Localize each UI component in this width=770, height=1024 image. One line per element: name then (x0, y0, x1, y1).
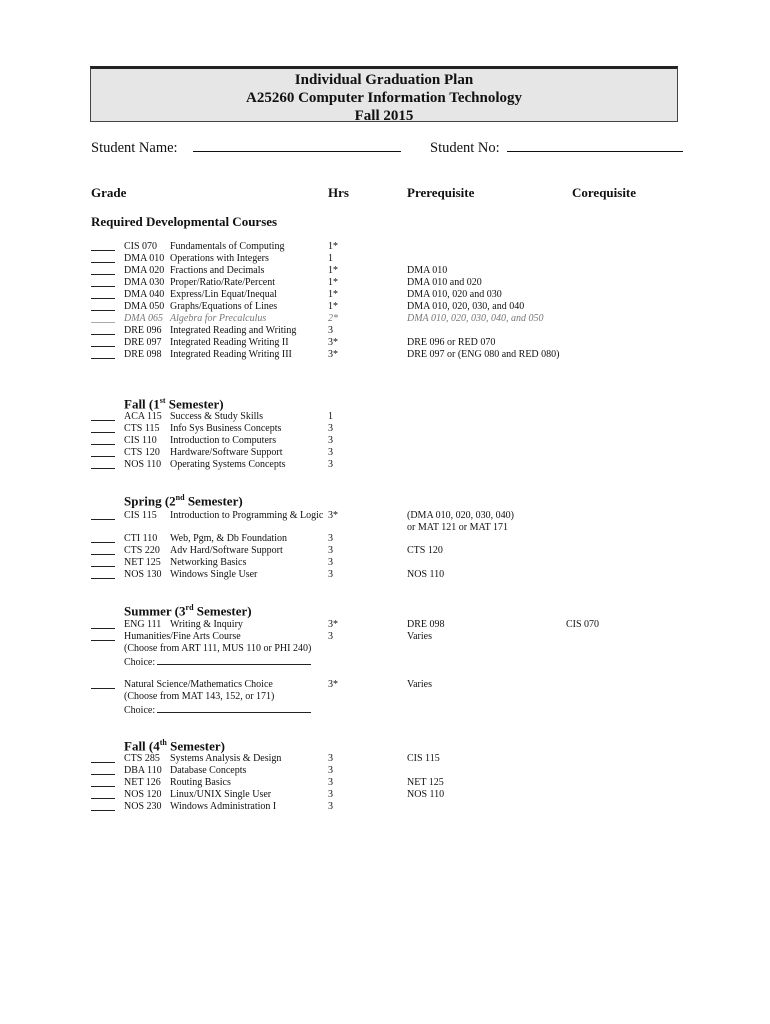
course-code: DMA 040 (124, 289, 165, 300)
course-hours: 1* (328, 241, 338, 252)
term-title: Fall 2015 (354, 108, 414, 124)
grade-column-header: Grade (91, 185, 127, 200)
student-number-field[interactable] (507, 139, 683, 152)
course-title: Integrated Reading Writing II (170, 337, 289, 348)
grade-blank[interactable] (91, 774, 115, 775)
student-name-row (91, 139, 401, 157)
course-row (0, 337, 770, 349)
course-title: Integrated Reading Writing III (170, 349, 292, 360)
course-row (0, 557, 770, 569)
course-row (0, 313, 770, 325)
course-hours: 3* (328, 510, 338, 521)
course-row (0, 423, 770, 435)
grade-blank[interactable] (91, 640, 115, 641)
course-code: CTS 115 (124, 423, 160, 434)
course-hours: 3 (328, 801, 333, 812)
course-row (0, 801, 770, 813)
course-prerequisite: DMA 010, 020, 030, 040, and 050 (407, 313, 544, 324)
grade-blank[interactable] (91, 688, 115, 689)
course-hours: 3* (328, 337, 338, 348)
course-code: ENG 111 (124, 619, 162, 630)
course-title: Web, Pgm, & Db Foundation (170, 533, 287, 544)
course-code: CTS 285 (124, 753, 160, 764)
grade-blank[interactable] (91, 519, 115, 520)
grade-blank[interactable] (91, 444, 115, 445)
course-hours: 3 (328, 423, 333, 434)
course-hours: 3 (328, 753, 333, 764)
course-row (0, 753, 770, 765)
course-title: Proper/Ratio/Rate/Percent (170, 277, 275, 288)
course-title: Linux/UNIX Single User (170, 789, 272, 800)
grade-blank[interactable] (91, 298, 115, 299)
course-note: (Choose from ART 111, MUS 110 or PHI 240) (124, 643, 312, 654)
course-title: Express/Lin Equat/Inequal (170, 289, 277, 300)
course-prerequisite: DMA 010 and 020 (407, 277, 482, 288)
grade-blank[interactable] (91, 786, 115, 787)
program-title: A25260 Computer Information Technology (246, 90, 522, 106)
course-hours: 1* (328, 289, 338, 300)
course-title: Info Sys Business Concepts (170, 423, 282, 434)
course-hours: 1* (328, 265, 338, 276)
grade-blank[interactable] (91, 286, 115, 287)
course-title: Humanities/Fine Arts Course (124, 631, 241, 642)
course-hours: 1* (328, 277, 338, 288)
course-hours: 3 (328, 325, 333, 336)
course-prerequisite: DRE 098 (407, 619, 445, 630)
course-row (0, 777, 770, 789)
course-prerequisite: CIS 115 (407, 753, 440, 764)
student-name-field[interactable] (193, 139, 401, 152)
section-summer-3: Summer (3rd Semester) (124, 603, 252, 619)
course-prerequisite: or MAT 121 or MAT 171 (407, 522, 509, 533)
course-prerequisite: (DMA 010, 020, 030, 040) (407, 510, 514, 521)
course-title: Windows Administration I (170, 801, 277, 812)
course-code: DMA 010 (124, 253, 165, 264)
course-row (0, 435, 770, 447)
course-hours: 3 (328, 533, 333, 544)
course-code: CIS 115 (124, 510, 157, 521)
course-row (0, 459, 770, 471)
course-prerequisite: DMA 010, 020 and 030 (407, 289, 502, 300)
course-title: Systems Analysis & Design (170, 753, 282, 764)
course-code: NOS 230 (124, 801, 162, 812)
course-row (0, 265, 770, 277)
grade-blank[interactable] (91, 346, 115, 347)
course-title: Hardware/Software Support (170, 447, 283, 458)
course-hours: 3 (328, 777, 333, 788)
course-row (0, 619, 770, 631)
choice-field[interactable] (157, 703, 311, 713)
grade-blank[interactable] (91, 334, 115, 335)
course-title: Routing Basics (170, 777, 231, 788)
course-prerequisite: CTS 120 (407, 545, 443, 556)
course-hours: 3 (328, 765, 333, 776)
grade-blank[interactable] (91, 798, 115, 799)
course-prerequisite: Varies (407, 679, 432, 690)
course-note-row (0, 691, 770, 703)
course-title: Networking Basics (170, 557, 247, 568)
course-title: Writing & Inquiry (170, 619, 243, 630)
grade-blank[interactable] (91, 262, 115, 263)
course-prerequisite: DRE 097 or (ENG 080 and RED 080) (407, 349, 560, 360)
course-row (0, 349, 770, 361)
grade-blank[interactable] (91, 420, 115, 421)
grade-blank[interactable] (91, 468, 115, 469)
course-prerequisite: NOS 110 (407, 789, 445, 800)
course-code: NOS 130 (124, 569, 162, 580)
course-code: NOS 120 (124, 789, 162, 800)
course-title: Windows Single User (170, 569, 258, 580)
course-prerequisite: Varies (407, 631, 432, 642)
course-row (0, 533, 770, 545)
student-number-row (430, 139, 683, 157)
course-prerequisite: NOS 110 (407, 569, 445, 580)
course-code: DMA 030 (124, 277, 165, 288)
course-row (0, 789, 770, 801)
course-row (0, 510, 770, 522)
course-hours: 2* (328, 313, 338, 324)
course-title: Introduction to Programming & Logic (170, 510, 324, 521)
course-note-row (0, 643, 770, 655)
course-hours: 3 (328, 789, 333, 800)
grade-blank[interactable] (91, 578, 115, 579)
course-title: Operations with Integers (170, 253, 269, 264)
course-prerequisite: DRE 096 or RED 070 (407, 337, 496, 348)
course-hours: 3 (328, 435, 333, 446)
course-hours: 3* (328, 619, 338, 630)
course-title: Adv Hard/Software Support (170, 545, 283, 556)
course-note: (Choose from MAT 143, 152, or 171) (124, 691, 275, 702)
choice-label: Choice: (124, 705, 156, 716)
choice-row (0, 703, 770, 715)
section-developmental: Required Developmental Courses (91, 214, 278, 229)
grade-blank[interactable] (91, 810, 115, 811)
grade-blank[interactable] (91, 542, 115, 543)
course-title: Integrated Reading and Writing (170, 325, 297, 336)
course-code: CTS 120 (124, 447, 160, 458)
course-row (0, 325, 770, 337)
course-hours: 3 (328, 447, 333, 458)
grade-blank[interactable] (91, 628, 115, 629)
course-code: DRE 096 (124, 325, 162, 336)
course-row (0, 241, 770, 253)
course-hours: 1 (328, 411, 333, 422)
course-code: CIS 110 (124, 435, 157, 446)
choice-field[interactable] (157, 655, 311, 665)
course-corequisite: CIS 070 (566, 619, 600, 630)
course-prerequisite: NET 125 (407, 777, 444, 788)
grade-blank[interactable] (91, 310, 115, 311)
student-name-label: Student Name: (91, 140, 178, 156)
section-fall-4: Fall (4th Semester) (124, 738, 225, 754)
course-code: NET 126 (124, 777, 161, 788)
course-row (0, 631, 770, 643)
course-row (0, 447, 770, 459)
course-code: DMA 050 (124, 301, 165, 312)
choice-label: Choice: (124, 657, 156, 668)
grade-blank[interactable] (91, 762, 115, 763)
course-title: Algebra for Precalculus (170, 313, 267, 324)
course-title: Operating Systems Concepts (170, 459, 286, 470)
course-code: ACA 115 (124, 411, 162, 422)
course-title: Graphs/Equations of Lines (170, 301, 278, 312)
course-code: DMA 065 (124, 313, 163, 324)
course-code: CTI 110 (124, 533, 158, 544)
course-title: Introduction to Computers (170, 435, 277, 446)
course-code: DBA 110 (124, 765, 162, 776)
course-row (0, 545, 770, 557)
grade-blank[interactable] (91, 566, 115, 567)
course-title: Database Concepts (170, 765, 247, 776)
course-row (0, 289, 770, 301)
course-hours: 3 (328, 557, 333, 568)
course-hours: 3* (328, 679, 338, 690)
course-hours: 3 (328, 545, 333, 556)
course-title: Fractions and Decimals (170, 265, 265, 276)
grade-blank[interactable] (91, 456, 115, 457)
course-prerequisite: DMA 010 (407, 265, 448, 276)
section-spring-2: Spring (2nd Semester) (124, 493, 243, 509)
grade-blank[interactable] (91, 322, 115, 323)
prerequisite-column-header: Prerequisite (407, 185, 475, 200)
plan-header (90, 66, 678, 122)
course-row (0, 253, 770, 265)
course-code: DMA 020 (124, 265, 165, 276)
course-prerequisite: DMA 010, 020, 030, and 040 (407, 301, 525, 312)
course-hours: 1* (328, 301, 338, 312)
course-row (0, 679, 770, 691)
course-row (0, 569, 770, 581)
course-row (0, 277, 770, 289)
course-title: Natural Science/Mathematics Choice (124, 679, 273, 690)
grade-blank[interactable] (91, 554, 115, 555)
course-code: CTS 220 (124, 545, 160, 556)
grade-blank[interactable] (91, 358, 115, 359)
course-hours: 3 (328, 631, 333, 642)
course-code: CIS 070 (124, 241, 158, 252)
student-number-label: Student No: (430, 140, 500, 156)
course-hours: 3* (328, 349, 338, 360)
plan-title: Individual Graduation Plan (294, 72, 474, 88)
course-hours: 3 (328, 459, 333, 470)
hrs-column-header: Hrs (328, 185, 349, 200)
course-code: DRE 098 (124, 349, 162, 360)
course-code: NOS 110 (124, 459, 162, 470)
section-fall-1: Fall (1st Semester) (124, 396, 224, 412)
choice-row (0, 655, 770, 667)
course-row (0, 411, 770, 423)
course-code: DRE 097 (124, 337, 162, 348)
course-hours: 3 (328, 569, 333, 580)
course-hours: 1 (328, 253, 333, 264)
grade-blank[interactable] (91, 250, 115, 251)
grade-blank[interactable] (91, 274, 115, 275)
corequisite-column-header: Corequisite (572, 185, 637, 200)
grade-blank[interactable] (91, 432, 115, 433)
course-row (0, 301, 770, 313)
course-title: Fundamentals of Computing (170, 241, 285, 252)
course-code: NET 125 (124, 557, 161, 568)
course-row (0, 765, 770, 777)
course-title: Success & Study Skills (170, 411, 264, 422)
